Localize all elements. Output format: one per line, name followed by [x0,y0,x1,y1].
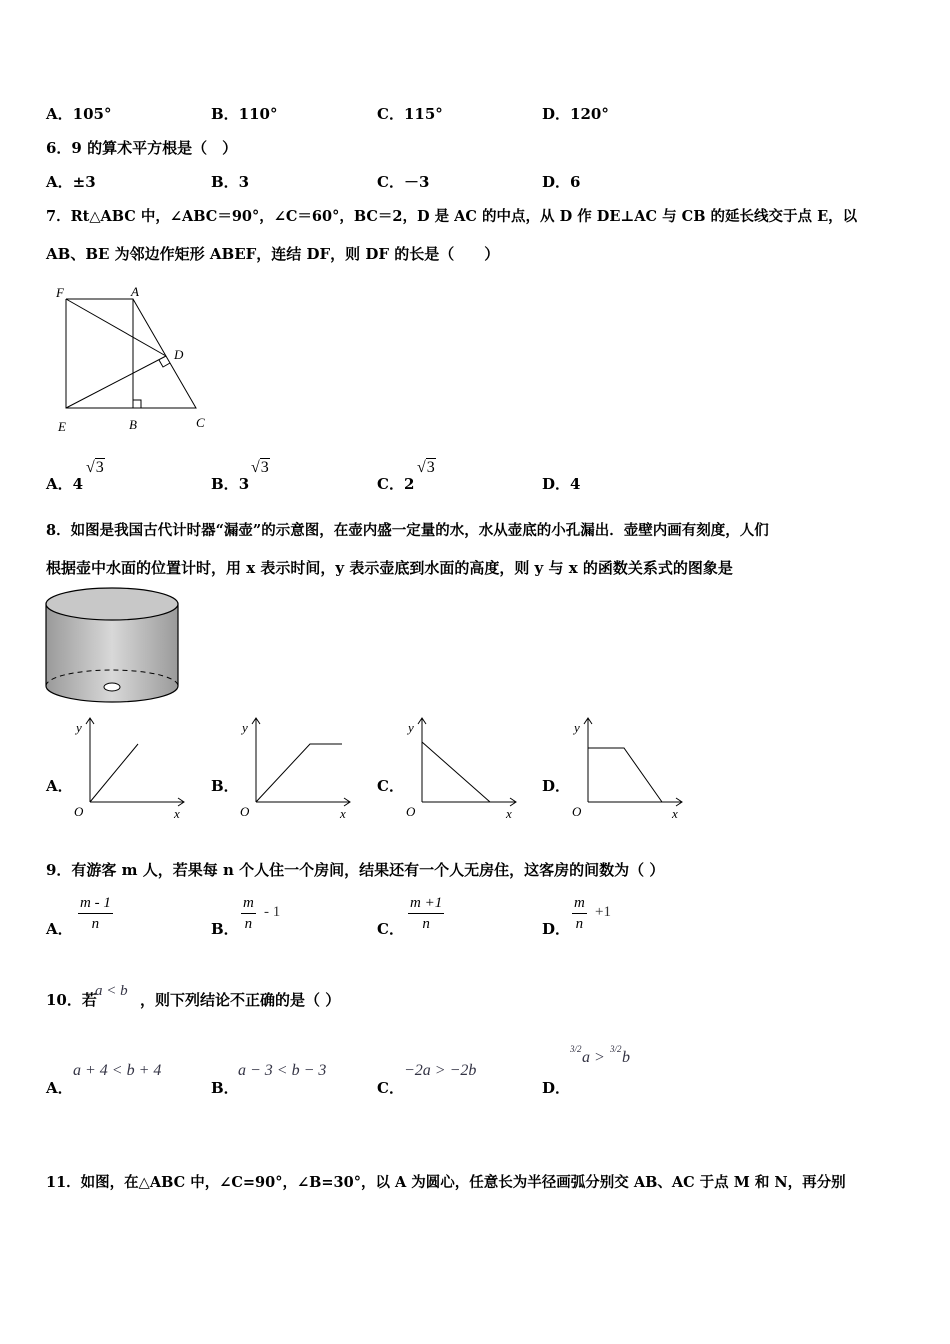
q8-a-x: x [174,806,180,821]
q9-option-c-den: n [422,916,430,932]
q9-option-b-den: n [244,916,253,932]
q11-stem: 11．如图，在△ABC 中，∠C=90°，∠B=30°，以 A 为圆心，任意长为半径画弧分别交 AB、AC 于点 M 和 N，再分别 [46,1174,846,1191]
q7-label-f: F [56,285,64,300]
q6-option-b: B．3 [211,173,250,191]
q10-option-d-frac1: 3/2 [570,1044,582,1054]
q10-option-b-label: B． [211,1079,239,1097]
q8-c-y: y [408,720,414,735]
q7-option-c-radicand: 3 [426,459,435,476]
q9-option-c-num: m +1 [408,893,444,914]
q8-option-b-label: B． [211,777,239,795]
q6-option-d: D．6 [542,173,581,191]
q8-d-x: x [672,806,678,821]
q8-graph-d [568,712,688,822]
q8-graph-c-line [422,742,490,802]
q7-label-a: A [131,284,139,299]
q7-option-d-label: D． [542,475,571,493]
q8-stem-line1: 8．如图是我国古代计时器“漏壶”的示意图，在壶内盛一定量的水，水从壶底的小孔漏出．壶壁内画有刻度，人们 [46,522,769,539]
q5-option-b: B．110° [211,105,278,123]
q8-graph-b [236,712,356,822]
q9-option-c-label: C． [377,920,404,938]
q7-option-c-coef: 2 [403,475,415,493]
q7-label-e: E [58,419,66,434]
q10-option-a-math: a + 4 < b + 4 [73,1062,162,1079]
q7-option-a-sqrt: √3 [86,459,104,476]
q9-option-b-tail: - 1 [264,904,281,920]
q8-graph-a-line [90,744,138,802]
q7-option-d [542,473,580,494]
q8-stem-line2: 根据壶中水面的位置计时，用 x 表示时间，y 表示壶底到水面的高度，则 y 与 x 的函数关系式的图象是 [46,559,733,577]
q10-stem-post: ，则下列结论不正确的是（ ） [140,991,341,1009]
q8-option-d-label: D． [542,777,571,795]
q9-option-c-fraction [408,893,444,934]
q9-option-d-tail: +1 [595,904,611,920]
q8-graph-b-line [256,744,342,802]
q10-option-c-math: −2a > −2b [404,1062,477,1079]
q10-option-d-math-left: a > [582,1049,605,1066]
q10-option-d-frac2: 3/2 [610,1044,622,1054]
q9-option-d-num: m [572,893,587,914]
q7-option-a-label: A． [46,475,73,493]
q9-option-d-fraction [572,893,587,934]
q10-option-a-label: A． [46,1079,73,1097]
q7-stem-line1: 7．Rt△ABC 中，∠ABC＝90°，∠C＝60°，BC＝2，D 是 AC 的中点，从 D 作 DE⊥AC 与 CB 的延长线交于点 E，以 [46,208,858,225]
q7-option-a-coef: 4 [72,475,84,493]
q6-option-a: A．±3 [46,173,96,191]
q10-stem-math: a < b [95,983,128,999]
q9-option-d-label: D． [542,920,571,938]
q8-graph-d-line [588,748,662,802]
q8-a-y: y [76,720,82,735]
q7-option-b-sqrt: √3 [251,459,269,476]
q10-option-d-math-right: b [622,1049,630,1066]
q9-option-a-fraction [78,893,113,934]
q7-option-c-label: C． [377,475,404,493]
q5-option-c: C．115° [377,105,443,123]
q7-label-b: B [129,417,137,432]
q7-option-a-radicand: 3 [95,459,104,476]
q7-geometry-figure [50,282,220,437]
q8-b-y: y [242,720,248,735]
q8-b-o: O [240,804,250,819]
q8-b-x: x [340,806,346,821]
q10-option-b-math: a − 3 < b − 3 [238,1062,327,1079]
q7-label-c: C [196,415,205,430]
q8-option-a-label: A． [46,777,73,795]
q8-d-y: y [574,720,580,735]
q5-option-a: A．105° [46,105,112,123]
q7-option-c [377,473,414,494]
q7-label-d: D [174,347,184,362]
q6-stem: 6．9 的算术平方根是（ ） [46,139,238,157]
q7-option-d-coef: 4 [570,475,581,493]
q7-option-b [211,473,249,494]
q7-stem-line2: AB、BE 为邻边作矩形 ABEF，连结 DF，则 DF 的长是（ ） [46,245,500,263]
q8-water-clock-figure [44,586,184,708]
q9-option-a-den: n [91,916,100,932]
q8-a-o: O [74,804,84,819]
q8-d-o: O [572,804,582,819]
q8-option-c-label: C． [377,777,404,795]
q9-option-b-label: B． [211,920,239,938]
q9-option-b-fraction [241,893,256,934]
q8-c-x: x [506,806,512,821]
q10-stem-pre: 10．若 [46,991,97,1009]
q7-option-b-label: B． [211,475,239,493]
q9-option-b-num: m [241,893,256,914]
q5-option-d: D．120° [542,105,609,123]
q10-option-c-label: C． [377,1079,404,1097]
q9-option-d-den: n [575,916,584,932]
q7-option-c-sqrt: √3 [417,459,435,476]
q8-c-o: O [406,804,416,819]
q8-graph-a [70,712,190,822]
q10-option-d-label: D． [542,1079,571,1097]
q7-option-a [46,473,83,494]
q9-option-a-num: m - 1 [78,893,113,914]
q6-option-c: C．－3 [377,173,430,191]
q9-option-a-label: A． [46,920,73,938]
q8-graph-c [402,712,522,822]
q9-stem: 9．有游客 m 人，若果每 n 个人住一个房间，结果还有一个人无房住，这客房的间数为（ ） [46,861,665,879]
q7-option-b-coef: 3 [238,475,250,493]
q7-option-b-radicand: 3 [260,459,269,476]
